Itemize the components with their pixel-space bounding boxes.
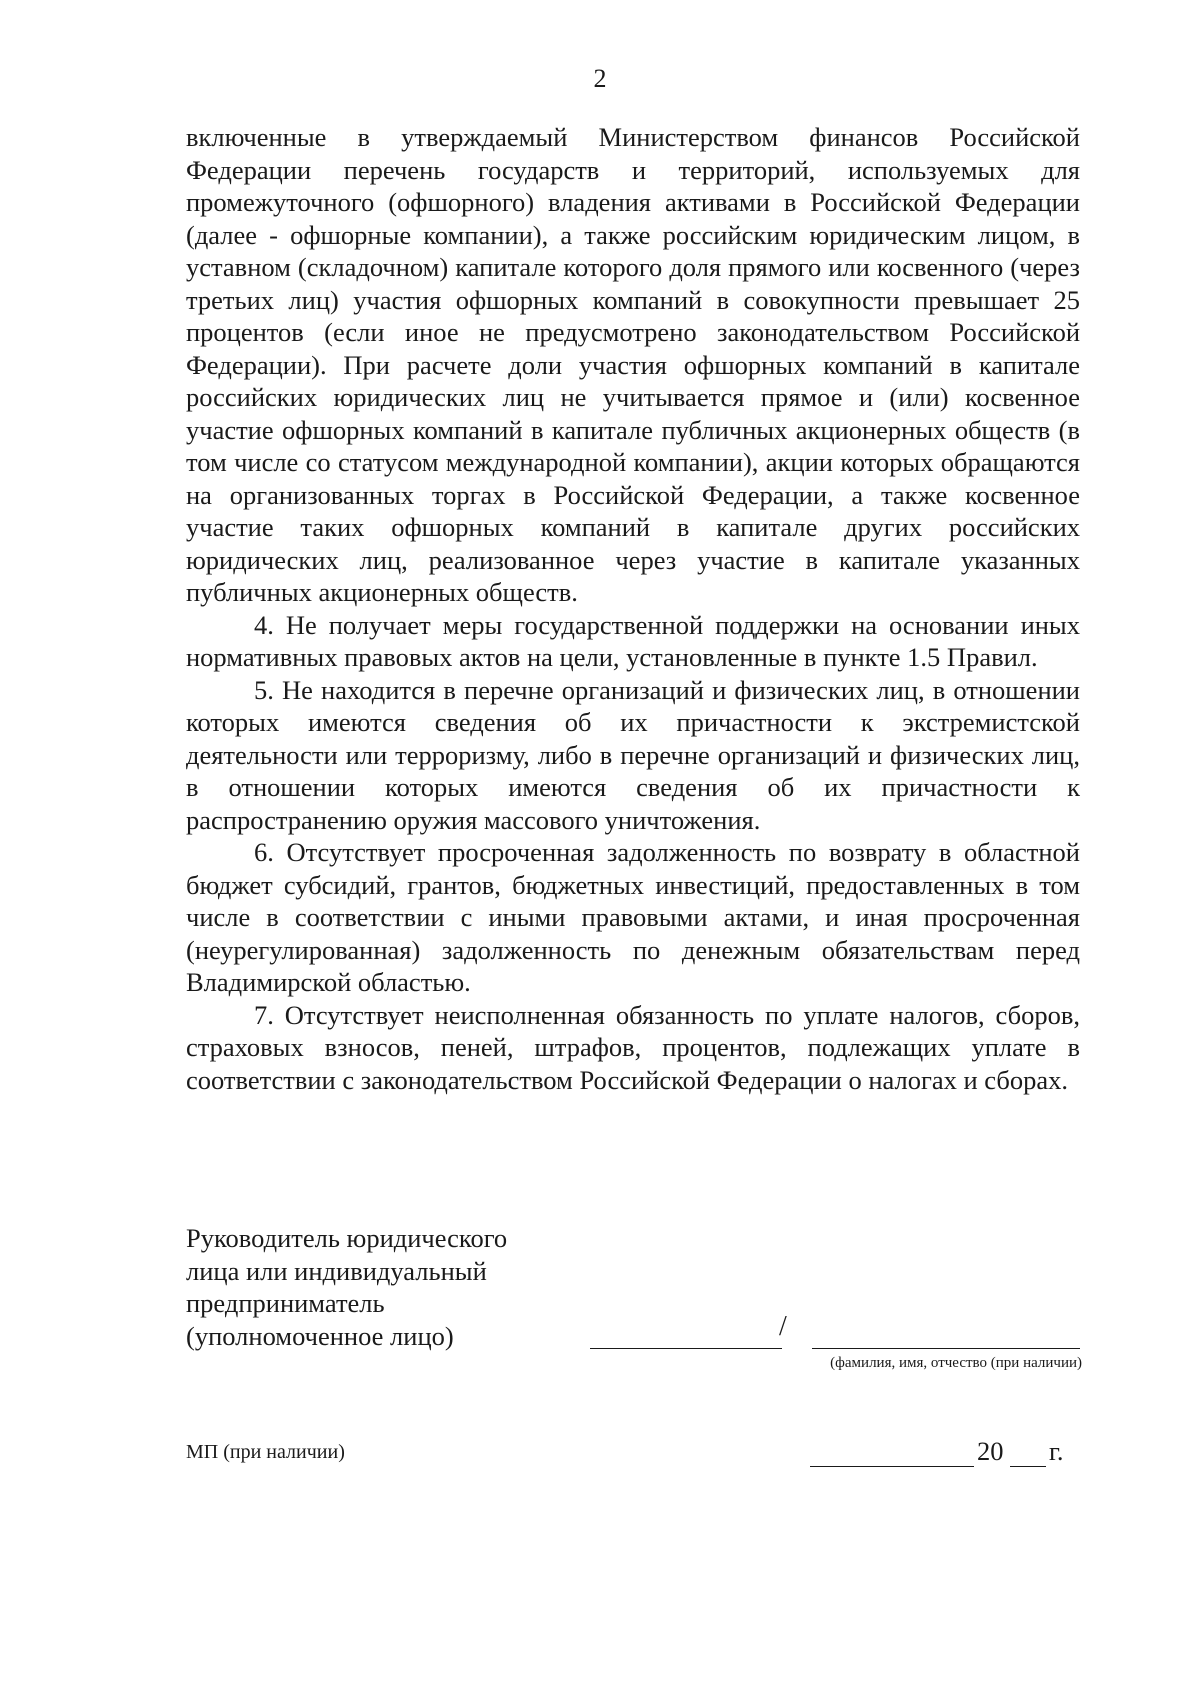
signature-slash: / <box>779 1311 787 1342</box>
document-body <box>186 121 1080 1096</box>
signature-blank-line <box>590 1318 782 1349</box>
year-blank-line <box>1010 1442 1046 1467</box>
date-year-prefix: 20 <box>977 1436 1004 1466</box>
paragraph-item-5: 5. Не находится в перечне организаций и физических лиц, в отношении которых имеются сведения об их причастности к экстремистской деятельности или терроризму, либо в перечне организаций и физических лиц, в отношении которых имеются сведения об их причастности к распространению оружия массового уничтожения. <box>186 674 1080 835</box>
year-suffix: г. <box>1049 1436 1064 1466</box>
full-name-caption: (фамилия, имя, отчество (при наличии) <box>830 1355 1082 1371</box>
signatory-line: (уполномоченное лицо) <box>186 1320 454 1351</box>
full-name-blank-line <box>812 1318 1080 1349</box>
paragraph-item-7: 7. Отсутствует неисполненная обязанность по уплате налогов, сборов, страховых взносов, пеней, штрафов, процентов, подлежащих уплате в соответствии с законодательством Российской Федерации о налогах и сборах. <box>186 999 1080 1095</box>
signatory-line: лица или индивидуальный <box>186 1255 487 1286</box>
signatory-line: Руководитель юридического <box>186 1223 508 1253</box>
date-blank-line <box>810 1442 974 1467</box>
stamp-label: МП (при наличии) <box>186 1441 345 1463</box>
signatory-title <box>186 1222 606 1352</box>
paragraph-item-6: 6. Отсутствует просроченная задолженность по возврату в областной бюджет субсидий, грантов, бюджетных инвестиций, предоставленных в том числе в соответствии с иными правовыми актами, и иная просроченная (неурегулированная) задолженность по денежным обязательствам перед Владимирской областью. <box>186 837 1080 997</box>
signatory-line: предприниматель <box>186 1288 385 1318</box>
paragraph-item-4: 4. Не получает меры государственной поддержки на основании иных нормативных правовых актов на цели, установленные в пункте 1.5 Правил. <box>186 609 1080 672</box>
page-number: 2 <box>593 64 607 93</box>
paragraph-continuation: включенные в утверждаемый Министерством финансов Российской Федерации перечень государств и территорий, используемых для промежуточного (офшорного) владения активами в Российской Федерации (далее - офшорные компании), а также российским юридическим лицом, в уставном (складочном) капитале которого доля прямого или косвенного (через третьих лиц) участия офшорных компаний в совокупности превышает 25 процентов (если иное не предусмотрено законодательством Российской Федерации). При расчете доли участия офшорных компаний в капитале российских юридических лиц не учитывается прямое и (или) косвенное участие офшорных компаний в капитале публичных акционерных обществ (в том числе со статусом международной компании), акции которых обращаются на организованных торгах в Российской Федерации, а также косвенное участие таких офшорных компаний в капитале других российских юридических лиц, реализованное через участие в капитале указанных публичных акционерных обществ. <box>186 122 1080 607</box>
